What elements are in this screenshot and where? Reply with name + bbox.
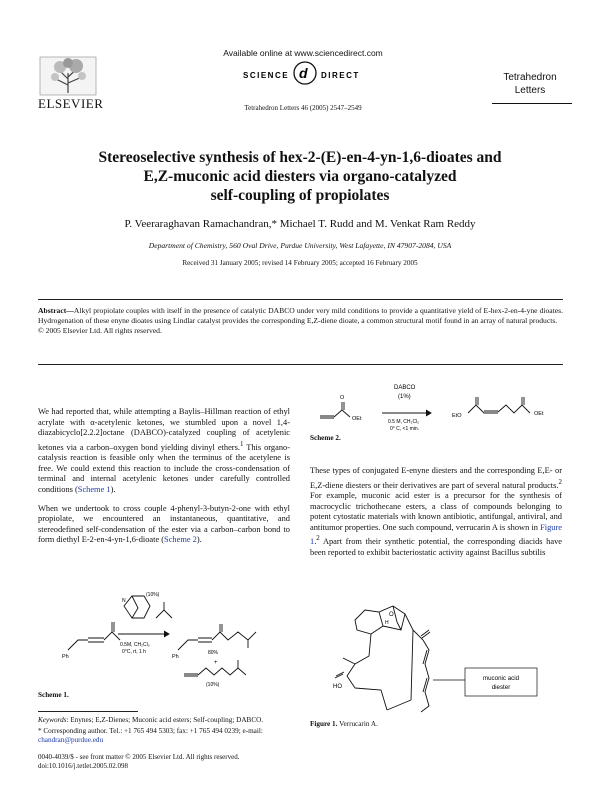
scheme2-oet-right: OEt [534,411,544,417]
figure1-caption: Figure 1. Verrucarin A. [310,720,378,728]
scheme2-catalyst: (1%) [398,394,411,400]
body-left-column [38,407,290,554]
doi-line[interactable]: doi:10.1016/j.tetlet.2005.02.098 [38,762,129,770]
scheme2-o-label: O [340,395,345,401]
issn-doi [38,753,338,771]
figure1-annotation-line1: muconic acid [482,675,520,682]
reference-2[interactable]: 2 [316,534,320,543]
scheme1-caption: Scheme 1. [38,691,69,699]
journal-rule [492,103,572,104]
abstract-copyright: © 2005 Elsevier Ltd. All rights reserved. [38,326,162,335]
figure1-structure [325,600,560,718]
body-paragraph: When we undertook to cross couple 4-phenyl-3-butyn-2-one with ethyl propiolate, we encountered an instantaneous, quantitative, and stereodefined self-condensation of the ester via a carbon–carbon bond to form diethyl E-2-en-4-yn-1,6-dioate (Scheme 2). [38,503,290,545]
title-line1: Stereoselective synthesis of hex-2-(E)-en-4-yn-1,6-dioates and [98,149,502,166]
scheme1-ph-left: Ph [62,654,69,660]
author-list: P. Veeraraghavan Ramachandran,* Michael T. Rudd and M. Venkat Ram Reddy [124,218,476,230]
received-dates: Received 31 January 2005; revised 14 February 2005; accepted 16 February 2005 [182,259,418,267]
figure1-link[interactable]: Figure 1 [310,522,562,547]
journal-name [490,71,570,97]
issn-line: 0040-4039/$ - see front matter © 2005 Elsevier Ltd. All rights reserved. [38,753,240,761]
footnote-rule [38,711,138,712]
scheme2-caption: Scheme 2. [310,434,341,442]
scheme1-ph-right: Ph [172,654,179,660]
scheme2-reagent: DABCO [394,385,416,391]
scheme2-oet-left: OEt [352,416,362,422]
scheme1-yield-2: (10%) [206,682,220,688]
figure1-annotation-line2: diester [491,684,511,691]
footnotes [38,716,290,748]
journal-name-line2: Letters [514,85,546,96]
corresponding-author: * Corresponding author. Tel.: +1 765 494 5303; fax: +1 765 494 0239; e-mail: chandran@purdue.edu [38,727,263,745]
scheme1-conditions-1: 0.5M, CH₂Cl₂ [120,642,150,648]
svg-text:d: d [299,65,308,81]
scheme1-catalyst: (10%) [146,592,160,598]
body-right-column [310,466,562,566]
abstract-top-rule [38,299,563,300]
reference-1[interactable]: 1 [239,439,244,448]
article-title [30,148,570,205]
scheme2-diagram [312,377,562,432]
body-paragraph: We had reported that, while attempting a Baylis–Hillman reaction of ethyl acrylate with α-acetylenic ketones, we stumbled upon a novel 1,4-diazabicyclo[2.2.2]octane (DABCO)-catalyzed coupling of acetylenic ketones via a carbon–oxygen bond yielding divinyl ethers.$^1$ This organo-catalysis reaction is feasible only when the terminus of the acetylene is free. We could extend this reaction to include the cross-condensation of terminal and internal acetylenic ketones under carefully controlled conditions (Scheme 1). [38,407,290,494]
scheme1-plus: + [214,660,218,666]
available-online-text[interactable]: Available online at www.sciencedirect.com [223,48,383,58]
figure1-h-label: H [385,620,389,626]
scheme1-n-label: N [122,598,126,604]
abstract-bottom-rule [38,364,563,365]
scheme1-yield-1: 80% [208,650,219,656]
publisher-name: ELSEVIER [38,96,104,111]
scheme2-eto-right: EtO [452,413,462,419]
abstract-label: Abstract— [38,306,74,315]
abstract [38,306,563,336]
abstract-text: Alkyl propiolate couples with itself in the presence of catalytic DABCO under very mild conditions to provide a quantitative yield of E-hex-2-en-4-yne dioates. Hydrogenation of these enyne dioates using Lindlar catalyst provides the corresponding E,Z-diene dioate, a common structural motif found in an array of natural products. [38,306,563,325]
title-line3: self-coupling of propiolates [210,187,390,204]
sd-logo-right: DIRECT [321,71,360,80]
figure1-o-label: O [389,612,394,618]
keywords: Keywords: Enynes; E,Z-Dienes; Muconic acid esters; Self-coupling; DABCO. [38,716,264,724]
scheme2-conditions-2: 0° C, <1 min. [390,426,420,432]
title-line2: E,Z-muconic acid diesters via organo-catalyzed [143,168,457,185]
sd-logo-left: SCIENCE [243,71,290,80]
affiliation: Department of Chemistry, 560 Oval Drive, Purdue University, West Lafayette, IN 47907-2084, USA [148,241,452,250]
body-paragraph: These types of conjugated E-enyne diesters and the corresponding E,E- or E,Z-diene diesters or their derivatives are part of several natural products.$^2$ For example, muconic acid ester is a precursor for the synthesis of macrocyclic trichothecane esters, a class of compounds belonging to potent cytostatic materials with known antibiotic, antifungal, antiviral, and antitumor properties. One such compound, verrucarin A is shown in Figure 1.$^2$ Apart from their synthetic potential, the corresponding diacids have been reported to exhibit bacteriostatic activity against Bacillus subtilis [310,466,562,557]
scheme1-link[interactable]: Scheme 1 [77,484,111,494]
scheme2-conditions-1: 0.5 M, CH₂Cl₂ [388,419,420,425]
scheme1-diagram [58,588,278,688]
figure1-ho-label: HO [333,684,342,690]
scheme1-conditions-2: 0°C, rt, 1 h [122,649,146,655]
figure1-annotation-box [465,668,537,696]
journal-citation: Tetrahedron Letters 46 (2005) 2547–2549 [244,104,362,112]
reference-2[interactable]: 2 [558,477,562,486]
author-email-link[interactable]: chandran@purdue.edu [38,736,104,745]
journal-name-line1: Tetrahedron [503,72,557,83]
sciencedirect-logo [215,60,395,86]
scheme2-link[interactable]: Scheme 2 [164,535,197,545]
